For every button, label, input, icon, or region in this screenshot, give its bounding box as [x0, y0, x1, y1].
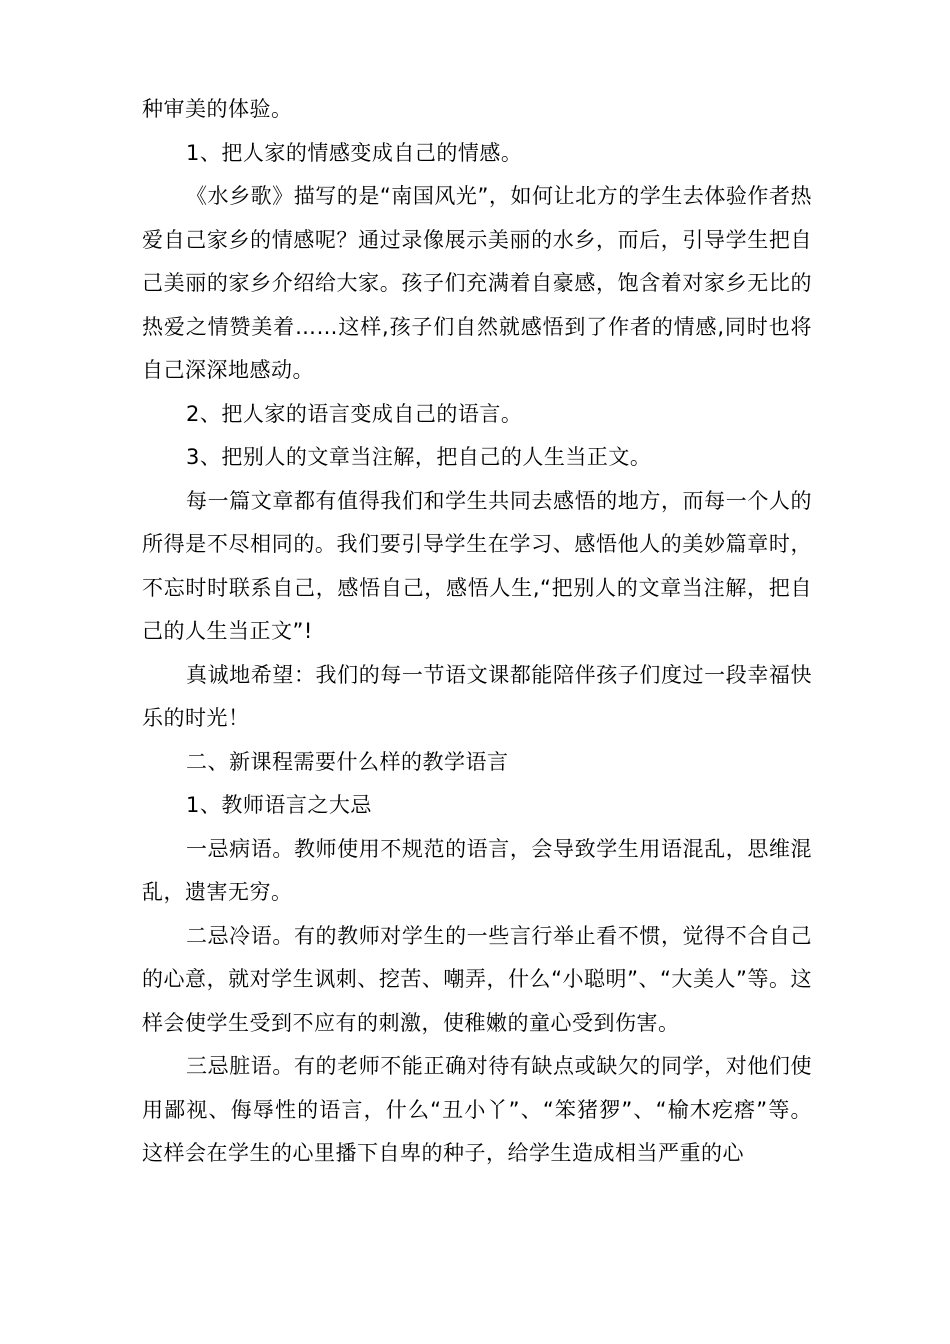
list-item-3-annotation: 3、把别人的文章当注解，把自己的人生当正文。	[186, 445, 652, 469]
paragraph-every-article: 每一篇文章都有值得我们和学生共同去感悟的地方，而每一个人的所得是不尽相同的。我们要引导学生在学习、感悟他人的美妙篇章时，不忘时时联系自己，感悟自己，感悟人生,“把别人的文章当注解，把自己的人生当正文”!	[142, 488, 812, 643]
section-heading-2: 二、新课程需要什么样的教学语言	[186, 749, 509, 774]
document-body	[142, 88, 812, 1176]
paragraph-taboo-2: 二忌冷语。有的教师对学生的一些言行举止看不惯，觉得不合自己的心意，就对学生讽刺、挖苦、嘲弄，什么“小聪明”、“大美人”等。这样会使学生受到不应有的刺激，使稚嫩的童心受到伤害。	[142, 923, 812, 1035]
paragraph-shuixiangge: 《水乡歌》描写的是“南国风光”，如何让北方的学生去体验作者热爱自己家乡的情感呢？通过录像展示美丽的水乡，而后，引导学生把自己美丽的家乡介绍给大家。孩子们充满着自豪感，饱含着对家乡无比的热爱之情赞美着……这样,孩子们自然就感悟到了作者的情感,同时也将自己深深地感动。	[142, 184, 812, 382]
paragraph-sincere-hope: 真诚地希望：我们的每一节语文课都能陪伴孩子们度过一段幸福快乐的时光！	[142, 662, 812, 730]
paragraph-taboo-3: 三忌脏语。有的老师不能正确对待有缺点或缺欠的同学，对他们使用鄙视、侮辱性的语言，什么“丑小丫”、“笨猪猡”、“榆木疙瘩”等。这样会在学生的心里播下自卑的种子，给学生造成相当严重的心	[142, 1054, 812, 1165]
paragraph-continuation: 种审美的体验。	[142, 97, 293, 121]
list-item-2-language: 2、把人家的语言变成自己的语言。	[186, 401, 523, 426]
list-item-1-emotion: 1、把人家的情感变成自己的情感。	[186, 140, 523, 165]
paragraph-taboo-1: 一忌病语。教师使用不规范的语言，会导致学生用语混乱，思维混乱，遗害无穷。	[142, 836, 812, 904]
subheading-taboos: 1、教师语言之大忌	[186, 793, 372, 817]
